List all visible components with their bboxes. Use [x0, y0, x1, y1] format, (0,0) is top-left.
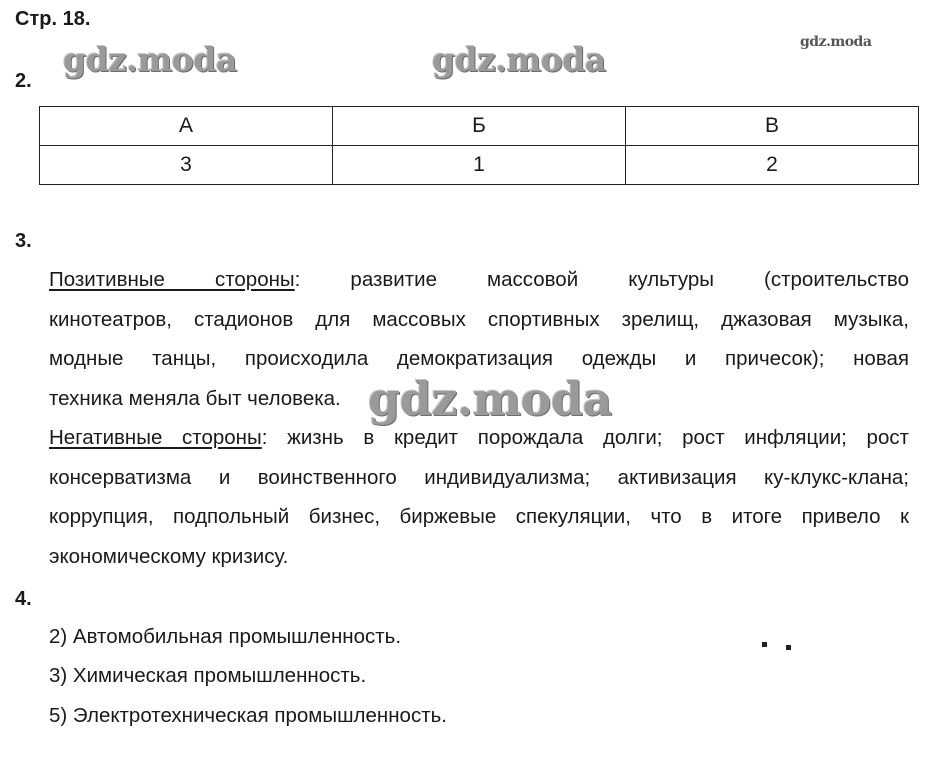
- task-number-3: 3.: [15, 230, 32, 252]
- answer-table: [39, 106, 919, 185]
- task-number-2: 2.: [15, 70, 32, 92]
- table-cell: 2: [626, 146, 919, 185]
- table-header-cell: А: [40, 107, 333, 146]
- task-number-4: 4.: [15, 588, 32, 610]
- text-line: кинотеатров, стадионов для массовых спортивных зрелищ, джазовая музыка,: [49, 307, 909, 331]
- positive-label: Позитивные стороны: [49, 268, 295, 291]
- table-cell: 3: [40, 146, 333, 185]
- table-cell: 1: [333, 146, 626, 185]
- text-fragment: : развитие массовой культуры (строительство: [294, 268, 909, 291]
- text-line: модные танцы, происходила демократизация одежды и причесок); новая: [49, 347, 909, 370]
- table-header-cell: В: [626, 107, 919, 146]
- negative-label: Негативные стороны: [49, 426, 262, 449]
- table-row: [40, 146, 919, 185]
- text-line: экономическому кризису.: [49, 544, 289, 568]
- watermark-logo: gdz.moda: [368, 372, 612, 426]
- list-item: 5) Электротехническая промышленность.: [49, 704, 447, 727]
- watermark-logo: gdz.moda: [63, 40, 237, 79]
- stray-dot: [786, 645, 791, 650]
- table-header-row: [40, 107, 919, 146]
- text-line: [49, 260, 909, 300]
- stray-dot: [762, 642, 767, 647]
- text-line: консерватизма и воинственного индивидуализма; активизация ку-клукс-клана;: [49, 465, 909, 489]
- text-line: техника меняла быт человека.: [49, 386, 341, 410]
- text-fragment: : жизнь в кредит порождала долги; рост инфляции; рост: [261, 426, 910, 449]
- watermark-logo: gdz.moda: [432, 40, 606, 79]
- text-line: коррупция, подпольный бизнес, биржевые спекуляции, что в итоге привело к: [49, 505, 909, 528]
- page-label: Стр. 18.: [15, 8, 91, 30]
- list-item: 3) Химическая промышленность.: [49, 664, 367, 687]
- watermark-logo: gdz.moda: [800, 34, 872, 50]
- list-item: 2) Автомобильная промышленность.: [49, 625, 402, 648]
- table-header-cell: Б: [333, 107, 626, 146]
